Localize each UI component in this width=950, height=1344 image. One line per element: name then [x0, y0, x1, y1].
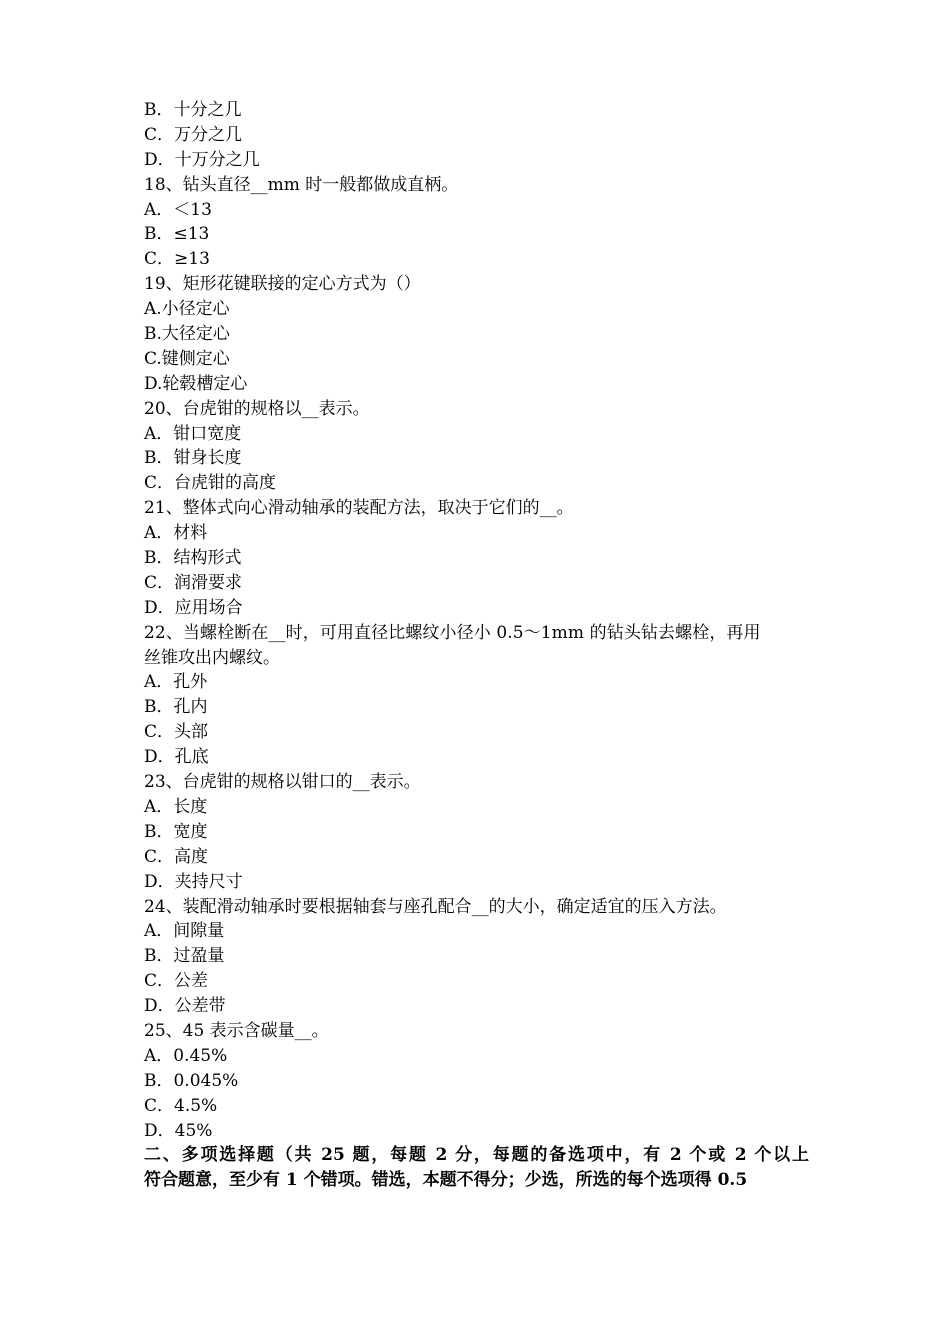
question-24: 24、装配滑动轴承时要根据轴套与座孔配合__的大小，确定适宜的压入方法。: [144, 896, 727, 917]
section-heading-line-2: 符合题意，至少有 1 个错项。错选，本题不得分；少选，所选的每个选项得 0.5: [144, 1170, 748, 1191]
question-22-line-2: 丝锥攻出内螺纹。: [144, 647, 280, 668]
option-c-22: C．头部: [144, 722, 209, 743]
option-b-23: B．宽度: [144, 821, 208, 842]
option-c-24: C．公差: [144, 971, 209, 992]
question-21: 21、整体式向心滑动轴承的装配方法，取决于它们的__。: [144, 498, 574, 519]
option-c-17: C．万分之几: [144, 124, 243, 145]
option-a-21: A．材料: [144, 523, 208, 544]
option-d-24: D．公差带: [144, 996, 226, 1017]
question-22-line-1: 22、当螺栓断在__时，可用直径比螺纹小径小 0.5～1mm 的钻头钻去螺栓，再用: [144, 622, 761, 643]
section-heading-line-1: 二、多项选择题（共 25 题，每题 2 分，每题的备选项中，有 2 个或 2 个以上: [144, 1145, 809, 1166]
option-a-19: A.小径定心: [144, 299, 230, 320]
option-b-25: B．0.045%: [144, 1070, 239, 1091]
option-b-20: B．钳身长度: [144, 448, 242, 469]
option-c-21: C．润滑要求: [144, 572, 243, 593]
option-a-24: A．间隙量: [144, 921, 225, 942]
option-d-23: D．夹持尺寸: [144, 871, 243, 892]
question-19: 19、矩形花键联接的定心方式为（）: [144, 274, 421, 295]
page-content: [144, 98, 809, 1193]
question-23: 23、台虎钳的规格以钳口的__表示。: [144, 772, 421, 793]
option-b-19: B.大径定心: [144, 324, 230, 345]
question-25: 25、45 表示含碳量__。: [144, 1020, 329, 1041]
option-b-21: B．结构形式: [144, 548, 242, 569]
option-a-22: A．孔外: [144, 672, 208, 693]
option-d-17: D．十万分之几: [144, 149, 260, 170]
option-c-25: C．4.5%: [144, 1095, 218, 1116]
option-b-22: B．孔内: [144, 697, 208, 718]
option-d-22: D．孔底: [144, 747, 209, 768]
option-a-18: A．＜13: [144, 199, 212, 220]
option-d-25: D．45%: [144, 1120, 213, 1141]
question-20: 20、台虎钳的规格以__表示。: [144, 398, 370, 419]
option-a-25: A．0.45%: [144, 1045, 228, 1066]
option-c-19: C.键侧定心: [144, 348, 230, 369]
option-b-17: B．十分之几: [144, 100, 242, 120]
option-c-18: C．≥13: [144, 249, 210, 270]
option-b-18: B．≤13: [144, 224, 210, 245]
option-c-23: C．高度: [144, 846, 209, 867]
option-b-24: B．过盈量: [144, 946, 225, 967]
section-heading-multiple-choice: [144, 1143, 809, 1193]
option-a-20: A．钳口宽度: [144, 423, 242, 444]
option-d-19: D.轮毂槽定心: [144, 373, 248, 394]
option-a-23: A．长度: [144, 796, 208, 817]
option-d-21: D．应用场合: [144, 597, 243, 618]
option-c-20: C．台虎钳的高度: [144, 473, 277, 494]
question-18: 18、钻头直径__mm 时一般都做成直柄。: [144, 174, 459, 195]
